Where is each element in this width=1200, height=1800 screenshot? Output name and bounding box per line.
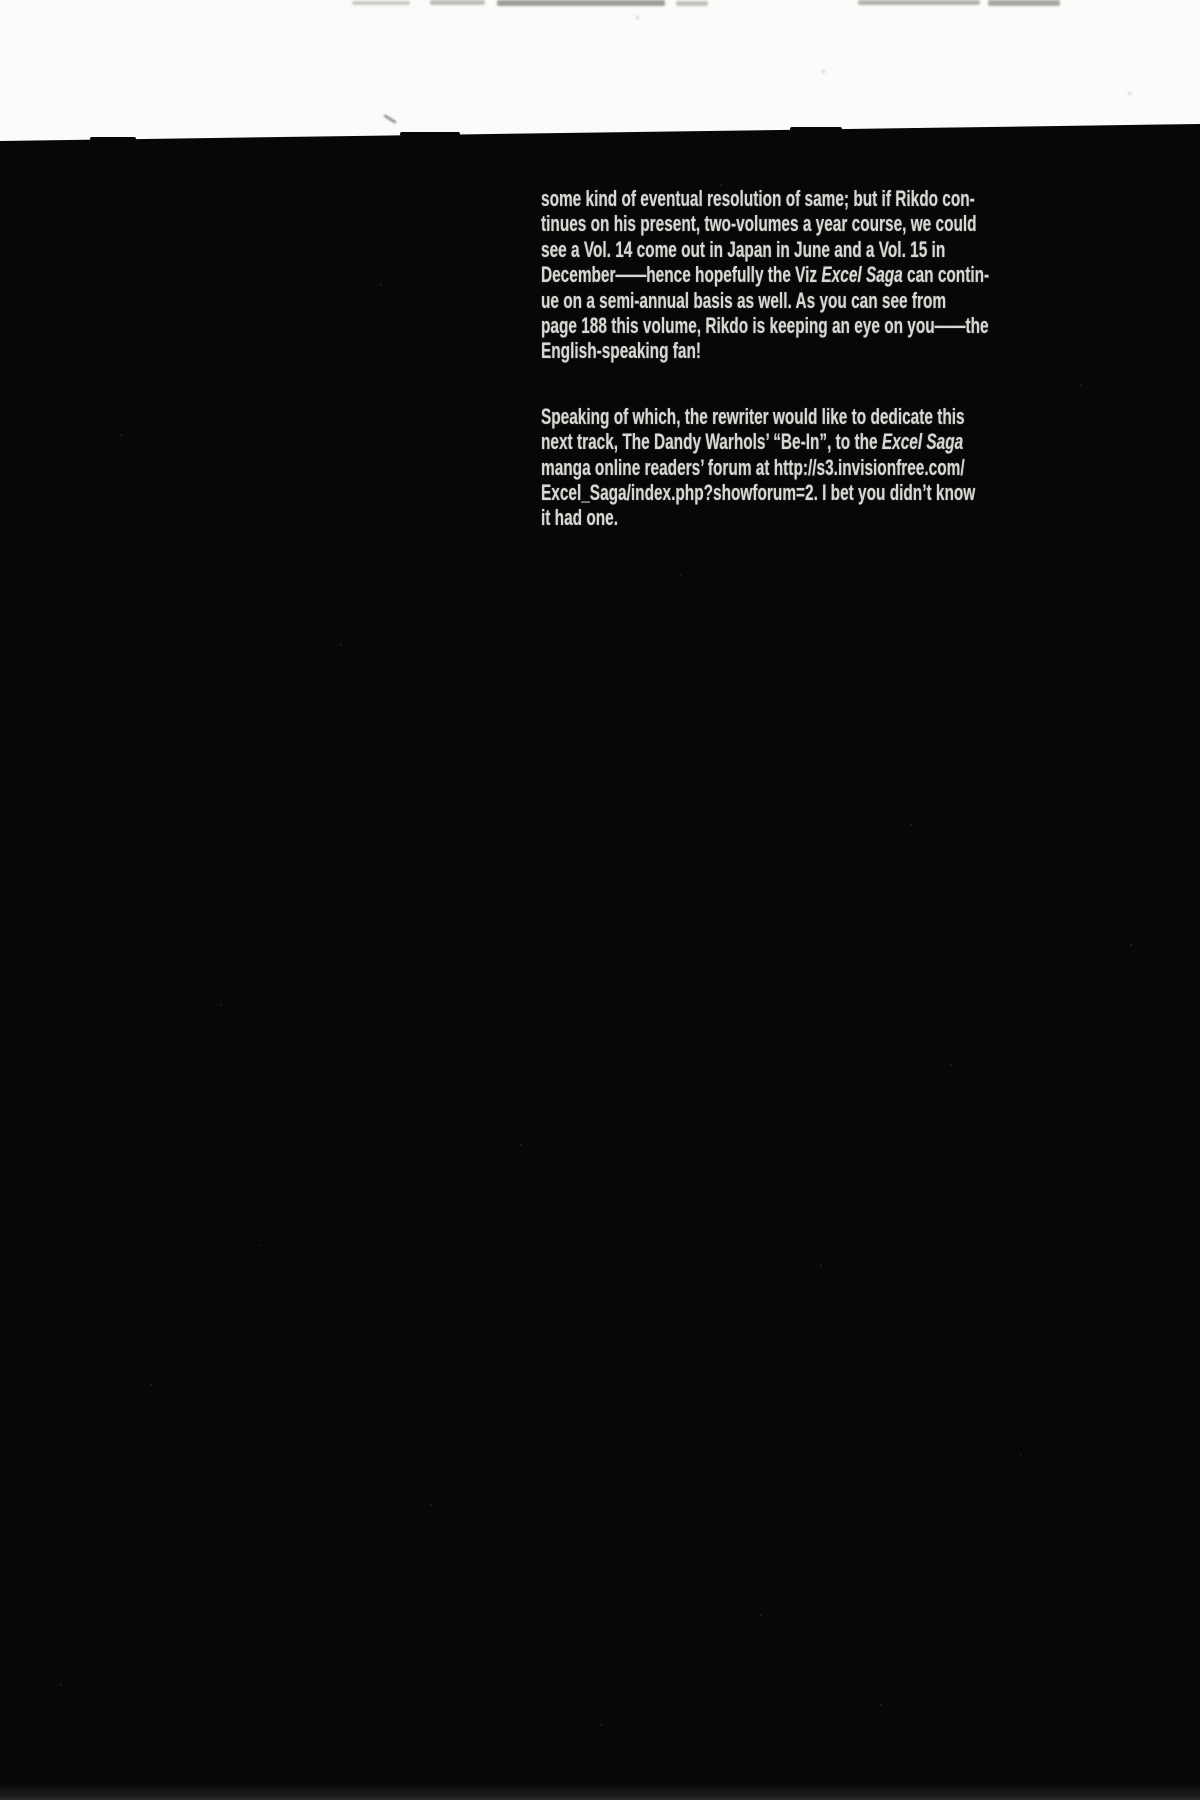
body-text-paragraph [541,404,1101,531]
scan-artifact [430,0,485,5]
text-line-content: ue on a semi-annual basis as well. As you can see from [541,287,947,313]
scan-speck [636,16,639,19]
page-edge-fragment [90,137,136,141]
page-edge-fragment [400,132,460,136]
scan-artifact [988,0,1060,6]
scan-artifact [676,1,708,6]
body-text-paragraph [541,186,1101,364]
text-line-content: Excel_Saga/index.php?showforum=2. I bet you didn’t know [541,479,976,505]
text-line [541,455,1101,480]
text-line [541,505,1101,530]
scan-artifact [352,1,410,5]
scan-speck [1128,92,1131,95]
text-line [541,262,1101,287]
text-line-content: see a Vol. 14 come out in Japan in June and a Vol. 15 in [541,236,946,262]
text-line [541,313,1101,338]
page-edge-fragment [790,127,842,131]
text-line-content: next track, The Dandy Warhols’ “Be-In”, to the Excel Saga [541,429,964,455]
scan-mark [384,114,397,123]
text-line [541,211,1101,236]
text-line-content: Speaking of which, the rewriter would like to dedicate this [541,403,965,429]
scan-artifact [858,0,980,5]
text-line [541,186,1101,211]
text-line-content: December——hence hopefully the Viz Excel Saga can contin- [541,262,990,288]
afterword-text-block [541,186,1101,531]
text-line [541,429,1101,454]
scan-speck [822,70,825,73]
text-line-content: manga online readers’ forum at http://s3.invisionfree.com/ [541,454,965,480]
text-line-content: English-speaking fan! [541,338,702,364]
scan-noise [0,124,2,126]
text-line-content: page 188 this volume, Rikdo is keeping an eye on you——the [541,312,989,338]
text-line-content: tinues on his present, two-volumes a year course, we could [541,211,977,237]
text-line [541,338,1101,363]
text-line [541,288,1101,313]
text-line [541,480,1101,505]
text-line-content: it had one. [541,505,618,531]
scan-artifact [497,0,665,6]
scan-bottom-edge [0,1786,1200,1800]
text-line [541,404,1101,429]
text-line [541,237,1101,262]
text-line-content: some kind of eventual resolution of same; but if Rikdo con- [541,186,975,211]
